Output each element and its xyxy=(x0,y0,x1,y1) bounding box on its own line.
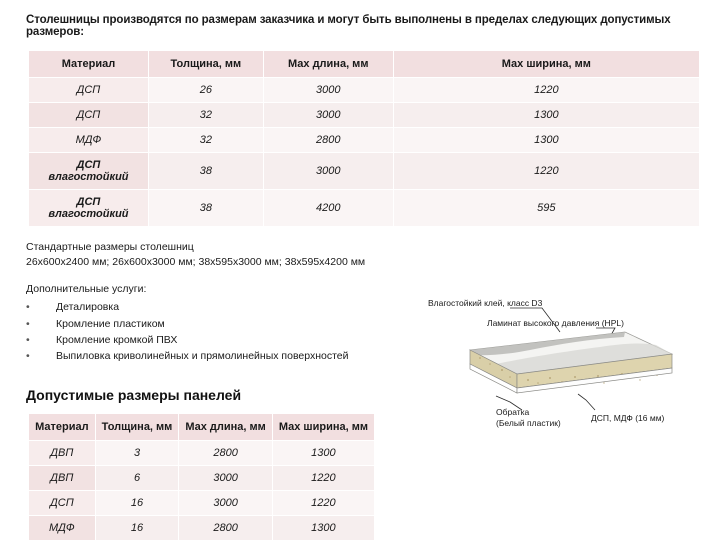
label-backing-line1: Обратка xyxy=(496,407,530,417)
table-header-row xyxy=(29,413,375,440)
cell-max-width: 1300 xyxy=(272,440,374,465)
cell-max-length: 2800 xyxy=(263,128,393,153)
cell-material: ДСП xyxy=(29,78,149,103)
cell-thickness: 38 xyxy=(148,190,263,227)
cell-max-width: 1220 xyxy=(393,78,699,103)
cell-material: ДСП xyxy=(29,103,149,128)
cell-max-length: 2800 xyxy=(179,440,272,465)
cell-thickness: 32 xyxy=(148,128,263,153)
header-max-width: Мах ширина, мм xyxy=(272,413,374,440)
header-material: Материал xyxy=(29,51,149,78)
cell-thickness: 16 xyxy=(95,515,179,540)
table-row xyxy=(29,440,375,465)
header-thickness: Толщина, мм xyxy=(148,51,263,78)
cell-max-width: 1220 xyxy=(393,153,699,190)
header-max-width: Мах ширина, мм xyxy=(393,51,699,78)
leader-line-core xyxy=(578,394,595,410)
standard-sizes-title: Стандартные размеры столешниц xyxy=(26,241,194,253)
cell-material: ДВП xyxy=(29,465,96,490)
list-item-label: Деталировка xyxy=(56,301,120,314)
header-thickness: Толщина, мм xyxy=(95,413,179,440)
cell-material: МДФ xyxy=(29,515,96,540)
bullet-icon: • xyxy=(26,333,30,346)
cell-max-length: 4200 xyxy=(263,190,393,227)
label-core: ДСП, МДФ (16 мм) xyxy=(591,413,665,423)
table-row xyxy=(29,190,700,227)
cell-thickness: 32 xyxy=(148,103,263,128)
header-max-length: Мах длина, мм xyxy=(179,413,272,440)
cell-material: ДСП xyxy=(29,490,96,515)
table-row xyxy=(29,103,700,128)
cell-max-width: 1300 xyxy=(393,103,699,128)
cell-max-length: 3000 xyxy=(179,490,272,515)
label-hpl: Ламинат высокого давления (HPL) xyxy=(487,318,624,328)
table-row xyxy=(29,515,375,540)
cell-max-length: 3000 xyxy=(179,465,272,490)
table-row xyxy=(29,465,375,490)
header-max-length: Мах длина, мм xyxy=(263,51,393,78)
cell-max-width: 1220 xyxy=(272,490,374,515)
cell-material: ДСП влагостойкий xyxy=(29,190,149,227)
bullet-icon: • xyxy=(26,317,30,330)
list-item-label: Выпиловка криволинейных и прямолинейных поверхностей xyxy=(56,350,349,363)
cell-max-length: 3000 xyxy=(263,78,393,103)
label-glue: Влагостойкий клей, класс D3 xyxy=(428,298,543,308)
panel-structure-diagram xyxy=(410,292,710,442)
cell-thickness: 3 xyxy=(95,440,179,465)
cell-thickness: 6 xyxy=(95,465,179,490)
panels-section-title: Допустимые размеры панелей xyxy=(26,386,242,403)
cell-material: ДСП влагостойкий xyxy=(29,153,149,190)
standard-sizes-values: 26х600х2400 мм; 26х600х3000 мм; 38х595х3000 мм; 38х595х4200 мм xyxy=(26,256,366,269)
services-title: Дополнительные услуги: xyxy=(26,283,147,296)
table-header-row xyxy=(29,51,700,78)
cell-max-width: 595 xyxy=(393,190,699,227)
list-item-label: Кромление пластиком xyxy=(56,317,165,330)
table-row xyxy=(29,490,375,515)
bullet-icon: • xyxy=(26,301,30,314)
cell-max-width: 1300 xyxy=(272,515,374,540)
list-item-label: Кромление кромкой ПВХ xyxy=(56,333,178,346)
table-row xyxy=(29,78,700,103)
label-backing-line2: (Белый пластик) xyxy=(496,417,561,428)
cell-thickness: 26 xyxy=(148,78,263,103)
tabletop-sizes-table xyxy=(28,50,700,227)
cell-max-length: 3000 xyxy=(263,153,393,190)
cell-thickness: 38 xyxy=(148,153,263,190)
table-row xyxy=(29,153,700,190)
bullet-icon: • xyxy=(26,350,30,363)
header-material: Материал xyxy=(29,413,96,440)
standard-sizes-block xyxy=(26,240,697,270)
intro-paragraph: Столешницы производятся по размерам заказчика и могут быть выполнены в пределах следующих допустимых размеров: xyxy=(26,14,671,38)
cell-max-width: 1220 xyxy=(272,465,374,490)
cell-max-width: 1300 xyxy=(393,128,699,153)
panel-sizes-table xyxy=(28,413,375,541)
cell-max-length: 2800 xyxy=(179,515,272,540)
cell-thickness: 16 xyxy=(95,490,179,515)
cell-material: ДВП xyxy=(29,440,96,465)
cell-max-length: 3000 xyxy=(263,103,393,128)
label-backing xyxy=(496,407,561,428)
table-row xyxy=(29,128,700,153)
cell-material: МДФ xyxy=(29,128,149,153)
